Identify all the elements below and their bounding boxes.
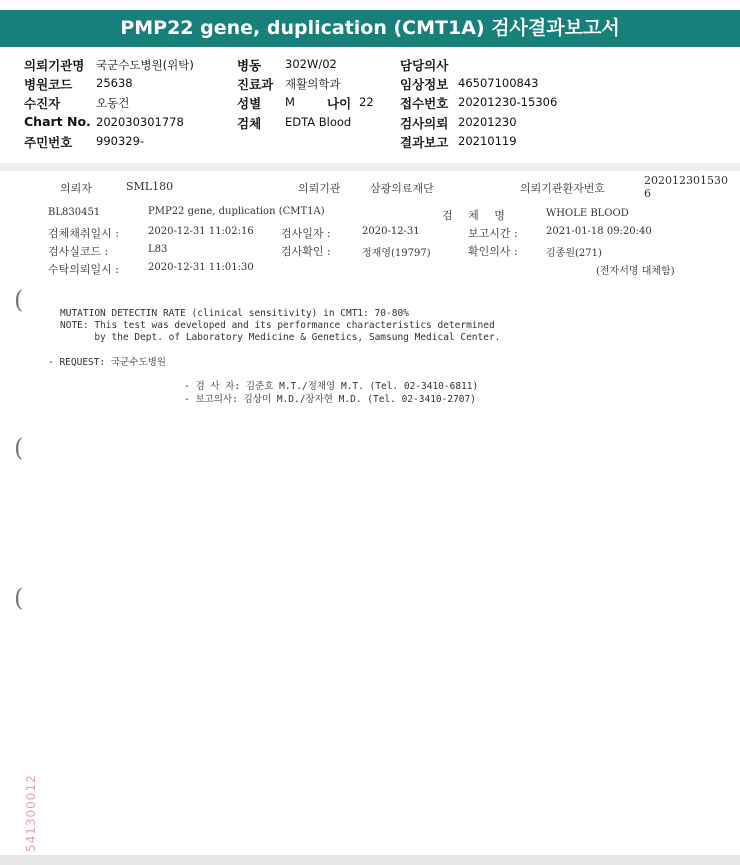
chart-no-label: Chart No.: [24, 114, 91, 129]
specimen-value: EDTA Blood: [285, 115, 352, 129]
specimen-name-label: 검 체 명: [442, 209, 511, 222]
punch-hole-mark: (: [14, 434, 24, 462]
patient-info-header: [0, 47, 740, 164]
receipt-no-value: 20201230-15306: [458, 95, 558, 109]
test-request-label: 검사의뢰: [400, 116, 449, 131]
punch-hole-mark: (: [14, 584, 24, 612]
test-date-label: 검사일자 :: [281, 227, 331, 240]
patient-no-value: 202012301530: [644, 174, 728, 187]
hospital-name-label: 의뢰기관명: [24, 58, 85, 73]
age-value: 22: [359, 95, 374, 109]
esign-note: (전자서명 대체함): [596, 266, 675, 277]
specimen-name-value: WHOLE BLOOD: [546, 208, 629, 219]
report-time-label: 보고시간 :: [468, 227, 518, 240]
examiner-line: - 검 사 자: 김준호 M.T./정재영 M.T. (Tel. 02-3410-6811): [184, 381, 479, 392]
institution-label: 의뢰기관: [298, 182, 341, 195]
test-request-value: 20201230: [458, 115, 517, 129]
test-name: PMP22 gene, duplication (CMT1A): [148, 206, 325, 217]
department-value: 재활의학과: [285, 77, 341, 91]
sex-label: 성별: [237, 96, 262, 111]
note-text: NOTE: This test was developed and its performance characteristics determined: [60, 320, 495, 331]
note-text-cont: by the Dept. of Laboratory Medicine & Genetics, Samsung Medical Center.: [60, 332, 501, 343]
result-report-label: 결과보고: [400, 135, 449, 150]
test-confirm-value: 정재영(19797): [362, 248, 431, 259]
report-time-value: 2021-01-18 09:20:40: [546, 226, 652, 237]
patient-no-label: 의뢰기관환자번호: [520, 182, 606, 195]
institution-value: 삼광의료재단: [370, 182, 434, 195]
hospital-name-value: 국군수도병원(위탁): [96, 58, 194, 72]
patient-name-label: 수진자: [24, 96, 61, 111]
sex-value: M: [285, 95, 295, 109]
punch-hole-mark: (: [14, 286, 24, 314]
ward-label: 병동: [237, 58, 262, 73]
test-code: BL830451: [48, 207, 101, 218]
ward-value: 302W/02: [285, 57, 337, 71]
attending-doctor-label: 담당의사: [400, 58, 449, 73]
receipt-no-label: 접수번호: [400, 96, 449, 111]
collect-time-value: 2020-12-31 11:02:16: [148, 226, 254, 237]
resident-no-value: 990329-: [96, 134, 145, 148]
receive-time-label: 수탁의뢰일시 :: [48, 263, 119, 276]
test-date-value: 2020-12-31: [362, 226, 420, 237]
bottom-scroll-area[interactable]: [0, 855, 740, 865]
lab-code-value: L83: [148, 244, 168, 255]
hospital-code-label: 병원코드: [24, 77, 73, 92]
confirm-doctor-value: 김종원(271): [546, 248, 602, 259]
barcode-number-text: 541300012: [24, 774, 38, 852]
collect-time-label: 검체채취일시 :: [48, 227, 119, 240]
department-label: 진료과: [237, 77, 274, 92]
requester-label: 의뢰자: [60, 182, 92, 195]
resident-no-label: 주민번호: [24, 135, 73, 150]
report-title: PMP22 gene, duplication (CMT1A) 검사결과보고서: [0, 10, 740, 47]
section-separator: [0, 163, 740, 171]
side-barcode-number: [22, 740, 42, 855]
age-label: 나이: [327, 96, 352, 111]
result-report-value: 20210119: [458, 134, 517, 148]
hospital-code-value: 25638: [96, 76, 133, 90]
mutation-rate-text: MUTATION DETECTIN RATE (clinical sensitivity) in CMT1: 70-80%: [60, 308, 409, 319]
patient-no-value-cont: 6: [644, 187, 651, 200]
test-confirm-label: 검사확인 :: [281, 245, 331, 258]
clinical-info-label: 임상정보: [400, 77, 449, 92]
requester-value: SML180: [126, 180, 174, 193]
specimen-label: 검체: [237, 116, 262, 131]
confirm-doctor-label: 확인의사 :: [468, 245, 518, 258]
chart-no-value: 202030301778: [96, 115, 184, 129]
patient-name-value: 오동건: [96, 96, 130, 110]
request-line: - REQUEST: 국군수도병원: [48, 357, 166, 368]
clinical-info-value: 46507100843: [458, 76, 539, 90]
reporter-line: - 보고의사: 김상미 M.D./장자현 M.D. (Tel. 02-3410-2707): [184, 394, 476, 405]
receive-time-value: 2020-12-31 11:01:30: [148, 262, 254, 273]
lab-code-label: 검사실코드 :: [48, 245, 109, 258]
